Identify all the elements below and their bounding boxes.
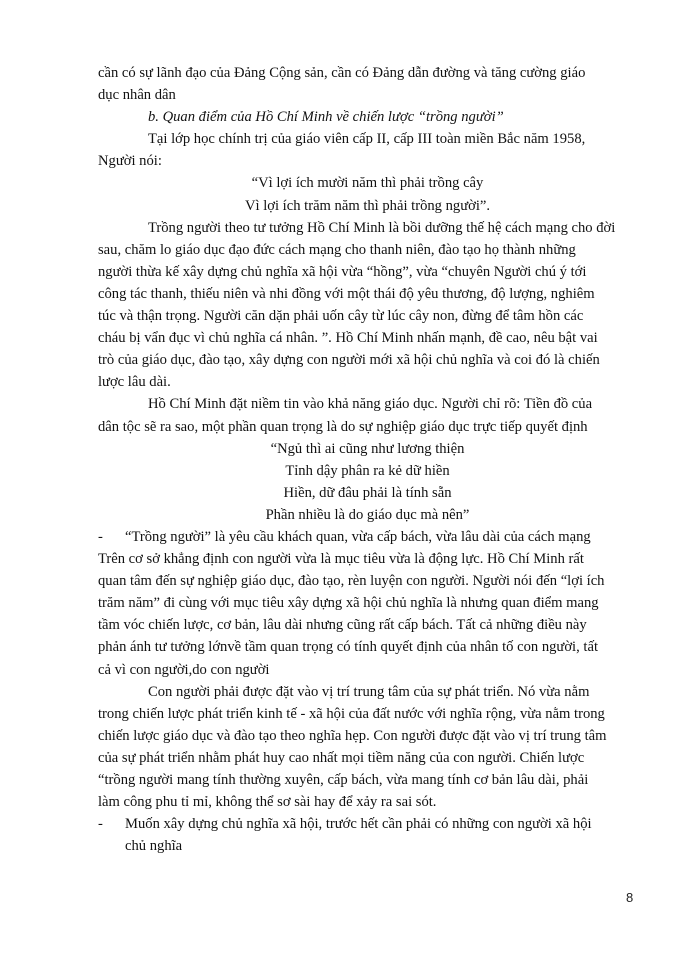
body-text-line: làm công phu tỉ mỉ, không thể sơ sài hay để xảy ra sai sót. [98,794,437,811]
page-number: 8 [626,890,634,905]
body-text-line: dục nhân dân [98,87,176,104]
bullet-item [98,526,613,548]
body-text-line: công tác thanh, thiếu niên và nhi đồng với một thái độ yêu thương, độ lượng, nghiêm [98,285,595,302]
body-text-line: Trên cơ sở khẳng định con người vừa là mục tiêu vừa là động lực. Hồ Chí Minh rất [98,551,584,568]
body-text-line: sau, chăm lo giáo dục đạo đức cách mạng cho thanh niên, đào tạo họ thành những [98,241,576,258]
body-text-line: cả vì con người,do con người [98,661,270,678]
body-text-line: chiến lược giáo dục và đào tạo theo nghĩa hẹp. Con người được đặt vào vị trí trung tâm [98,727,607,744]
body-text-line: túc và thận trọng. Người căn dặn phải uốn cây từ lúc cây non, đừng để tâm hồn các [98,308,584,325]
paragraph-first-line: Con người phải được đặt vào vị trí trung tâm của sự phát triển. Nó vừa nằm [148,683,590,700]
paragraph-first-line: Hồ Chí Minh đặt niềm tin vào khả năng giáo dục. Người chỉ rõ: Tiền đồ của [148,396,593,413]
paragraph-first-line: Trồng người theo tư tưởng Hồ Chí Minh là bồi dưỡng thế hệ cách mạng cho đời [148,219,616,236]
document-page [98,62,616,857]
bullet-text: Muốn xây dựng chủ nghĩa xã hội, trước hết cần phải có những con người xã hội [125,816,592,833]
section-heading: b. Quan điểm của Hồ Chí Minh về chiến lược “trồng người” [148,109,504,126]
body-text-line: Người nói: [98,153,162,170]
poem-line: Phần nhiều là do giáo dục mà nên” [265,506,470,523]
bullet-continuation: chủ nghĩa [125,838,183,855]
quote-line: “Vì lợi ích mười năm thì phải trồng cây [251,175,484,192]
body-text-line: cần có sự lãnh đạo của Đảng Cộng sản, cần có Đảng dẫn đường và tăng cường giáo [98,65,586,81]
body-text-line: người thừa kế xây dựng chủ nghĩa xã hội vừa “hồng”, vừa “chuyên Người chú ý tới [98,263,587,280]
body-text-line: cháu bị vẩn đục vì chủ nghĩa cá nhân. ”. Hồ Chí Minh nhấn mạnh, đề cao, nêu bật vai [98,330,598,347]
poem-line: Hiền, dữ đâu phải là tính sẵn [283,484,452,501]
body-text-line: tầm vóc chiến lược, cơ bản, lâu dài nhưng cũng rất cấp bách. Tất cả những điều này [98,617,587,634]
body-text-line: quan tâm đến sự nghiệp giáo dục, đào tạo, rèn luyện con người. Người nói đến “lợi ích [98,573,605,590]
body-text-line: trong chiến lược phát triển kinh tế - xã hội của đất nước với nghĩa rộng, vừa nằm trong [98,705,605,722]
body-text-line: trò của giáo dục, đào tạo, xây dựng con người mới xã hội chủ nghĩa và coi đó là chiến [98,352,600,369]
bullet-item [98,813,613,835]
quote-line: Vì lợi ích trăm năm thì phải trồng người”. [244,197,491,214]
bullet-dash: - [98,816,103,833]
body-text-line: dân tộc sẽ ra sao, một phần quan trọng là do sự nghiệp giáo dục trực tiếp quyết định [98,418,588,435]
body-text-line: trăm năm” đi cùng với mục tiêu xây dựng xã hội chủ nghĩa là nhưng quan điểm mang [98,595,599,612]
bullet-dash: - [98,528,103,545]
body-text-line: phản ánh tư tưởng lớnvề tầm quan trọng có tính quyết định của nhân tố con người, tất [98,639,598,656]
body-text-line: “trồng người mang tính thường xuyên, cấp bách, vừa mang tính cơ bản lâu dài, phải [98,772,589,788]
poem-line: Tỉnh dậy phân ra kẻ dữ hiền [285,462,450,479]
body-text-line: lược lâu dài. [98,374,171,391]
poem-line: “Ngủ thì ai cũng như lương thiện [270,440,465,457]
paragraph-first-line: Tại lớp học chính trị của giáo viên cấp II, cấp III toàn miền Bắc năm 1958, [148,131,586,148]
bullet-text: “Trồng người” là yêu cầu khách quan, vừa cấp bách, vừa lâu dài của cách mạng [125,528,591,545]
body-text-line: của sự phát triển nhằm phát huy cao nhất mọi tiềm năng của con người. Chiến lược [98,749,585,766]
